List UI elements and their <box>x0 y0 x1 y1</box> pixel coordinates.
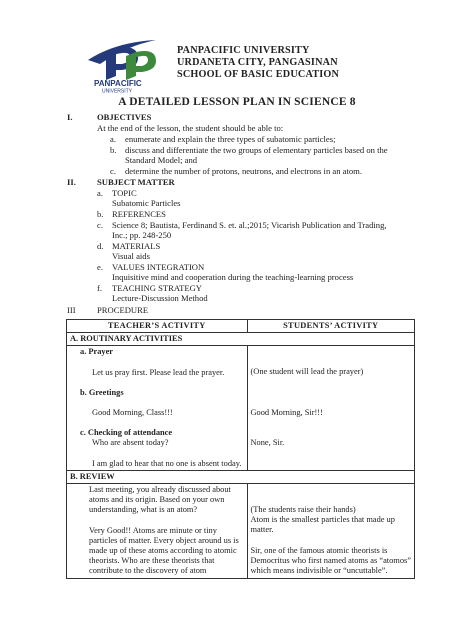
sm-strategy-detail: Lecture-Discussion Method <box>112 293 208 303</box>
section-row <box>67 470 415 483</box>
sm-values-detail: Inquisitive mind and cooperation during the teaching-learning process <box>112 272 354 282</box>
review-heading: B. REVIEW <box>67 470 415 483</box>
sm-references-label: REFERENCES <box>112 209 166 219</box>
review-student-answer: Atom is the smallest particles that made up matter. <box>250 515 395 535</box>
objectives-intro: At the end of the lesson, the student should be able to: <box>97 123 284 133</box>
teacher-cell <box>67 346 248 470</box>
objective-b-text-cont: Standard Model; and <box>125 155 198 165</box>
document-title: A DETAILED LESSON PLAN IN SCIENCE 8 <box>118 96 356 108</box>
students-activity-header: STUDENTS’ ACTIVITY <box>247 320 415 333</box>
school-header <box>177 45 339 81</box>
greetings-teacher-text: Good Morning, Class!!! <box>92 408 173 418</box>
objective-a-text: enumerate and explain the three types of subatomic particles; <box>125 134 336 144</box>
prayer-heading: a. Prayer <box>80 347 114 357</box>
attendance-teacher-glad: I am glad to hear that no one is absent today. <box>92 458 242 468</box>
university-city: URDANETA CITY, PANGASINAN <box>177 57 338 68</box>
objectives-heading: OBJECTIVES <box>97 112 152 122</box>
sm-c-letter: c. <box>97 220 103 230</box>
objective-c-letter: c. <box>110 166 116 176</box>
objective-c-text: determine the number of protons, neutrons, and electrons in an atom. <box>125 166 362 176</box>
greetings-student-text: Good Morning, Sir!!! <box>250 407 323 417</box>
sm-reference-pages: Inc.; pp. 248-250 <box>112 230 172 240</box>
review-teacher-question: Last meeting, you already discussed about atoms and its origin. Based on your own understanding, what is an atom? <box>89 485 231 515</box>
objectives-number: I. <box>67 112 73 122</box>
student-cell <box>247 346 415 470</box>
prayer-student-text: (One student will lead the prayer) <box>250 367 364 377</box>
sm-d-letter: d. <box>97 241 104 251</box>
attendance-student-text: None, Sir. <box>250 437 285 447</box>
subject-matter-number: II. <box>67 177 76 187</box>
teacher-cell <box>67 484 248 579</box>
greetings-heading: b. Greetings <box>80 387 124 397</box>
university-name: PANPACIFIC UNIVERSITY <box>177 45 310 56</box>
attendance-teacher-question: Who are absent today? <box>92 438 169 448</box>
procedure-heading: PROCEDURE <box>97 305 149 315</box>
sm-materials-label: MATERIALS <box>112 241 161 251</box>
objective-b-letter: b. <box>110 145 117 155</box>
section-row <box>67 333 415 346</box>
sm-values-label: VALUES INTEGRATION <box>112 262 205 272</box>
review-student-answer-2: Sir, one of the famous atomic theorists is Democritus who first named atoms as “atomos” which means indivisible or “uncuttable”. <box>250 545 411 576</box>
teacher-activity-header: TEACHER’S ACTIVITY <box>67 320 248 333</box>
sm-strategy-label: TEACHING STRATEGY <box>112 283 202 293</box>
sm-materials-detail: Visual aids <box>112 251 150 261</box>
table-row <box>67 346 415 470</box>
student-cell <box>247 484 415 579</box>
prayer-teacher-text: Let us pray first. Please lead the prayer. <box>92 367 225 377</box>
attendance-heading: c. Checking of attendance <box>80 428 173 438</box>
activity-table <box>66 319 415 579</box>
routinary-activities-heading: A. ROUTINARY ACTIVITIES <box>67 333 415 346</box>
review-teacher-followup: Very Good!! Atoms are minute or tiny particles of matter. Every object around us is made up of these atoms according to atomic theorists. Who are these theorists that contribute to the discovery of atom <box>89 525 239 576</box>
school-name: SCHOOL OF BASIC EDUCATION <box>177 69 340 80</box>
sm-a-letter: a. <box>97 188 103 198</box>
university-logo <box>86 34 168 94</box>
review-student-action: (The students raise their hands) <box>250 505 356 515</box>
sm-topic-detail: Subatomic Particles <box>112 198 181 208</box>
table-row <box>67 484 415 579</box>
sm-f-letter: f. <box>97 283 103 293</box>
subject-matter-heading: SUBJECT MATTER <box>97 177 175 187</box>
sm-b-letter: b. <box>97 209 104 219</box>
objective-a-letter: a. <box>110 134 116 144</box>
logo-subtext: UNIVERSITY <box>102 88 133 94</box>
sm-reference-text: Science 8; Bautista, Ferdinand S. et. al.;2015; Vicarish Publication and Trading, <box>112 220 387 230</box>
sm-topic-label: TOPIC <box>112 188 137 198</box>
logo-wordmark: PANPACIFIC <box>94 79 142 88</box>
procedure-number: III <box>67 305 76 315</box>
table-header-row <box>67 320 415 333</box>
sm-e-letter: e. <box>97 262 103 272</box>
objective-b-text: discuss and differentiate the two groups of elementary particles based on the <box>125 145 388 155</box>
